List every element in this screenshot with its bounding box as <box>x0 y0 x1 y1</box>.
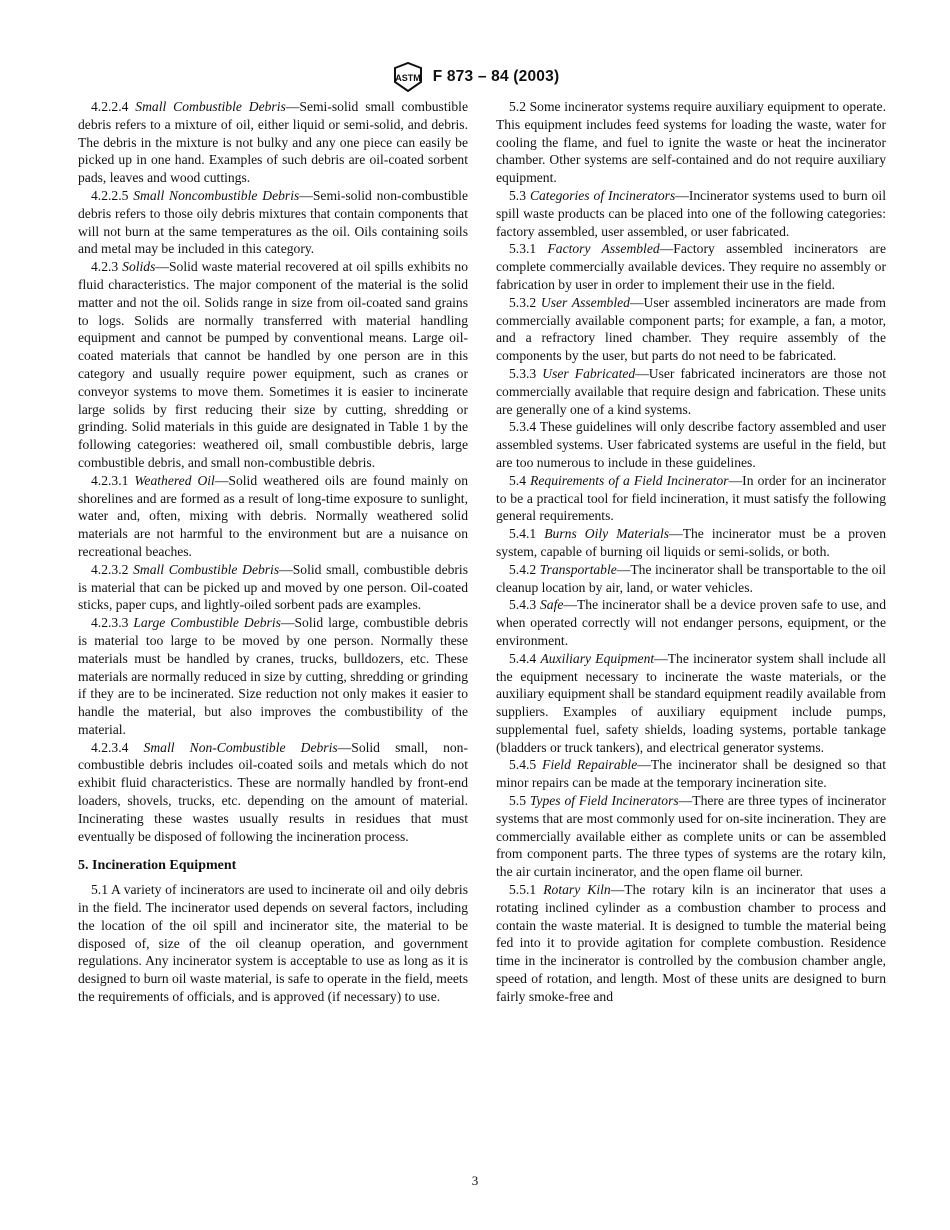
paragraph: 4.2.3 Solids—Solid waste material recovered at oil spills exhibits no fluid characteristics. The major component of the material is the solid matter and not the oil. Solids range in size from oil-coated sand grains to logs. Solids are normally transferred with material handling equipment and cannot be pumped by conventional means. Large oil-coated materials that cannot be handled by one person are in this category and usually require power equipment, such as cranes or conveyor systems to move them. Sometimes it is easier to incinerate large solids by first reducing their size by cutting, shredding or grinding. Solid materials in this guide are designated in Table 1 by the following categories: weathered oil, small combustible debris, large combustible debris, and small non-combustible debris. <box>78 259 468 470</box>
paragraph: 5.5.1 Rotary Kiln—The rotary kiln is an incinerator that uses a rotating inclined cylinder as a combustion chamber to process and contain the waste material. It is designed to tumble the material being fed into it to provide agitation for complete combustion. Residence time in the incinerator is controlled by the combusion chamber angle, speed of rotation, and length. Most of these units are designed to burn fairly smoke-free and <box>496 882 886 1004</box>
paragraph: 5.4.4 Auxiliary Equipment—The incinerator system shall include all the equipment necessary to incinerate the waste materials, or the auxiliary equipment shall be standard equipment readily available from suppliers. Examples of auxiliary equipment include pumps, supplemental fuel, safety shields, loading systems, portable tankage (bladders or truck tankers), and electrical generator systems. <box>496 650 886 755</box>
astm-logo-icon <box>391 62 425 92</box>
svg-text:ASTM: ASTM <box>394 73 421 83</box>
paragraph: 5.3.4 These guidelines will only describe factory assembled and user assembled systems. User fabricated systems are useful in the field, but are too numerous to include in these guidelines. <box>496 419 887 470</box>
paragraph: 5.3 Categories of Incinerators—Incinerator systems used to burn oil spill waste products can be placed into one of the following categories: factory assembled, user assembled, or user fabricated. <box>496 187 886 239</box>
paragraph: 5.3.1 Factory Assembled—Factory assembled incinerators are complete commercially available devices. They require no assembly or fabrication by user in order to implement their use in the field. <box>496 241 886 292</box>
paragraph: 4.2.3.1 Weathered Oil—Solid weathered oils are found mainly on shorelines and are formed as a result of long-time exposure to sunlight, water and, often, mixing with debris. Normally weathered solid materials are not harmful to the environment but are a nuisance on recreational beaches. <box>78 472 469 559</box>
paragraph: 5.4.1 Burns Oily Materials—The incinerator must be a proven system, capable of burning oil liquids or semi-solids, or both. <box>496 526 886 559</box>
page-header <box>0 62 950 92</box>
right-column <box>496 98 886 1006</box>
paragraph: 4.2.2.5 Small Noncombustible Debris—Semi-solid non-combustible debris refers to those oily debris mixtures that contain components that will not burn at the same temperatures as the oil. Oils containing soils and metal may be included in this category. <box>78 187 468 257</box>
paragraph: 5.4.2 Transportable—The incinerator shall be transportable to the oil cleanup location by air, land, or water vehicles. <box>496 561 887 595</box>
section-heading: 5. Incineration Equipment <box>78 858 237 874</box>
left-column <box>78 98 468 1006</box>
paragraph: 4.2.2.4 Small Combustible Debris—Semi-solid small combustible debris refers to a mixture of oil, either liquid or semi-solid, and debris. The debris in the mixture is not bulky and any one piece can easily be picked up in one hand. Examples of such debris are oil-coated sorbent pads, leaves and wood cuttings. <box>78 99 468 186</box>
paragraph: 5.1 A variety of incinerators are used to incinerate oil and oily debris in the field. The incinerator used depends on several factors, including the location of the oil spill and incinerator site, the material to be disposed of, size of the oil cleanup operation, and government regulations. Any incinerator system is acceptable to use as long as it is designed to burn oil waste material, is safe to operate in the field, meets the requirements of officials, and is approved (if necessary) to use. <box>78 882 468 1005</box>
paragraph: 5.4 Requirements of a Field Incinerator—In order for an incinerator to be a practical tool for field incineration, it must satisfy the following general requirements. <box>496 472 887 524</box>
paragraph: 4.2.3.4 Small Non-Combustible Debris—Solid small, non-combustible debris includes oil-coated soils and metals which do not exhibit fluid characteristics. These are normally handled by front-end loaders, shovels, trucks, etc. depending on the amount of material. Incinerating these wastes usually results in residues that must eventually be disposed of following the incineration process. <box>78 739 468 844</box>
paragraph: 5.3.2 User Assembled—User assembled incinerators are made from commercially available component parts; for example, a fan, a motor, and a refractory lined chamber. They require assembly of the components by the user, but parts do not need to be fabricated. <box>496 294 887 364</box>
paragraph: 4.2.3.2 Small Combustible Debris—Solid small, combustible debris is material that can be picked up and moved by one person. Oil-coated sticks, paper cups, and lightly-oiled sorbent pads are examples. <box>78 561 468 613</box>
paragraph: 5.5 Types of Field Incinerators—There are three types of incinerator systems that are most commonly used for on-site incineration. They are commercially available either as complete units or can be assembled from component parts. The three types of systems are the rotary kiln, the air curtain incinerator, and the open flame oil burner. <box>496 793 886 880</box>
paragraph: 5.4.5 Field Repairable—The incinerator shall be designed so that minor repairs can be made at the temporary incineration site. <box>496 757 886 791</box>
page-number: 3 <box>471 1173 479 1188</box>
paragraph: 5.3.3 User Fabricated—User fabricated incinerators are those not commercially available that require design and fabrication. These units are generally one of a kind systems. <box>496 365 886 417</box>
standard-designation: F 873 – 84 (2003) <box>432 68 560 85</box>
paragraph: 5.2 Some incinerator systems require auxiliary equipment to operate. This equipment includes feed systems for loading the waste, water for cooling the flame, and fuel to ignite the waste or heat the incinerator chamber. Other systems are self-contained and do not require auxiliary equipment. <box>496 99 886 186</box>
paragraph: 4.2.3.3 Large Combustible Debris—Solid large, combustible debris is material too large to be moved by one person. Normally these materials must be handled by cranes, trucks, bulldozers, etc. These materials are normally reduced in size by cutting, shredding or grinding if they are to be incinerated. Size reduction not only makes it easier to handle the material, but also improves the combustibility of the material. <box>78 615 468 737</box>
paragraph: 5.4.3 Safe—The incinerator shall be a device proven safe to use, and when operated correctly will not endanger persons, equipment, or the environment. <box>496 597 887 648</box>
